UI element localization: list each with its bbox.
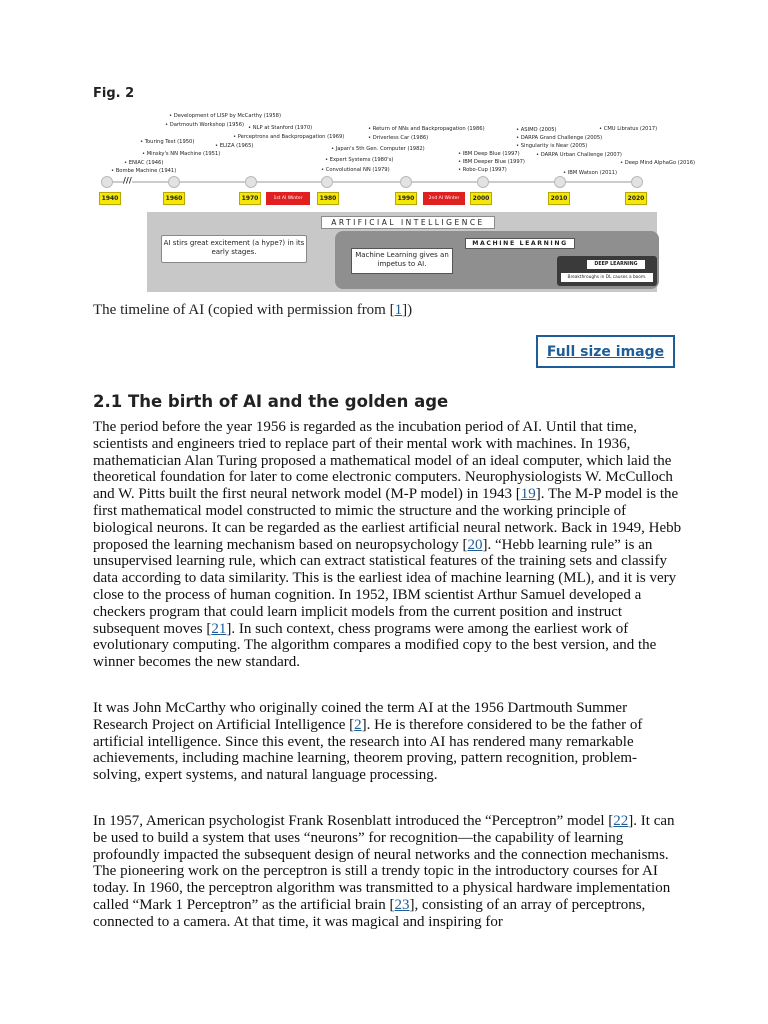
full-size-image-button[interactable]: Full size image bbox=[536, 335, 675, 368]
section-heading: 2.1 The birth of AI and the golden age bbox=[93, 392, 449, 411]
ai-region-title: ARTIFICIAL INTELLIGENCE bbox=[321, 216, 495, 229]
citation-link[interactable]: 1 bbox=[394, 302, 403, 318]
timeline-event: • Bombe Machine (1941) bbox=[111, 168, 177, 174]
timeline-event: • CMU Libratus (2017) bbox=[599, 126, 658, 132]
paragraph-text: It was John McCarthy who originally coined the term AI at the 1956 Dartmouth Summer Research Project on Artificial Intelligence [ bbox=[93, 700, 628, 733]
timeline-node bbox=[168, 176, 180, 188]
citation-link[interactable]: 21 bbox=[211, 620, 227, 637]
timeline-event: • Deep Mind AlphaGo (2016) bbox=[620, 160, 696, 166]
paragraph-text: ]. It can be used to build a system that uses “neurons” for recognition—the capability of learning profoundly impacted the subsequent design of neural networks and the connection mechanisms. The pioneering work on the perceptron is still a trendy topic in the introductory courses for AI today. In 1960, the perceptron algorithm was transmitted to a physical hardware implementation called “Mark 1 Perceptron” as the artificial brain [ bbox=[93, 813, 675, 913]
ml-region-note: Machine Learning gives an impetus to AI. bbox=[351, 248, 453, 274]
year-box: 1980 bbox=[317, 192, 339, 205]
paragraph bbox=[93, 813, 683, 931]
timeline-event: • Robo-Cup (1997) bbox=[458, 167, 507, 173]
paragraph bbox=[93, 419, 683, 671]
timeline-event: • ENIAC (1946) bbox=[124, 160, 164, 166]
citation-link[interactable]: 19 bbox=[520, 486, 536, 503]
timeline-event: • DARPA Grand Challenge (2005) bbox=[516, 135, 603, 141]
paragraph-text: ]. He is therefore considered to be the father of artificial intelligence. Since this event, the research into AI has rendered many remarkable achievements, including machine learning, theorem proving, pattern recognition, problem-solving, expert systems, and natural language processing. bbox=[93, 716, 643, 784]
year-box: 2010 bbox=[548, 192, 570, 205]
ai-winter-box: 2nd AI Winter bbox=[423, 192, 465, 205]
ai-region-note: AI stirs great excitement (a hype?) in its early stages. bbox=[161, 235, 307, 263]
timeline-event: • Japan's 5th Gen. Computer (1982) bbox=[331, 146, 425, 152]
paragraph-text: ]. The M-P model is the first mathematical model constructed to mimic the structure and the working principle of biological neurons. It can be regarded as the earliest artificial neural network. Back in 1949, Hebb proposed the learning mechanism based on neuropsychology [ bbox=[93, 486, 682, 553]
timeline-node bbox=[631, 176, 643, 188]
year-box: 1940 bbox=[99, 192, 121, 205]
timeline-node bbox=[400, 176, 412, 188]
citation-link[interactable]: 22 bbox=[613, 813, 629, 829]
timeline-event: • ASIMO (2005) bbox=[516, 127, 557, 133]
citation-link[interactable]: 2 bbox=[354, 716, 362, 733]
timeline-event: • Singularity is Near (2005) bbox=[516, 143, 588, 149]
timeline-event: • Convolutional NN (1979) bbox=[321, 167, 390, 173]
paragraph-text: ]. “Hebb learning rule” is an unsupervised learning rule, which can extract statistical features of the training sets and classify data according to data similarity. This is the earliest idea of machine learning (ML), and it is very close to the process of human cognition. In 1952, IBM scientist Arthur Samuel developed a checkers program that could learn implicit models from the current position and instruct subsequent moves [ bbox=[93, 536, 677, 637]
timeline-event: • Driverless Car (1986) bbox=[368, 135, 429, 141]
paragraph-text: The period before the year 1956 is regarded as the incubation period of AI. Until that time, scientists and engineers tried to replace part of their mental work with machines. In 1936, mathematician Alan Turing proposed a mathematical model of an ideal computer, which laid the theoretical foundation for later to come electronic computers. Neurophysiologists W. McCulloch and W. Pitts built the first neural network model (M-P model) in 1943 [ bbox=[93, 419, 673, 503]
timeline-event: • DARPA Urban Challenge (2007) bbox=[536, 152, 622, 158]
timeline-node bbox=[101, 176, 113, 188]
timeline-event: • IBM Deeper Blue (1997) bbox=[458, 159, 525, 165]
figure-caption bbox=[93, 302, 675, 319]
timeline-event: • NLP at Stanford (1970) bbox=[248, 125, 313, 131]
citation-link[interactable]: 20 bbox=[467, 536, 483, 553]
timeline-event: • IBM Deep Blue (1997) bbox=[458, 151, 520, 157]
timeline-event: • Expert Systems (1980's) bbox=[325, 157, 394, 163]
timeline-node bbox=[554, 176, 566, 188]
year-box: 2000 bbox=[470, 192, 492, 205]
figure-label: Fig. 2 bbox=[93, 86, 135, 101]
ml-region-title: MACHINE LEARNING bbox=[465, 238, 575, 249]
ai-timeline-figure[interactable] bbox=[93, 108, 696, 293]
paragraph-text: ]. In such context, chess programs were among the earliest work of evolutionary computing. The algorithm compares a modified copy to the best version, and the winner becomes the new standard. bbox=[93, 620, 657, 671]
timeline-event: • IBM Watson (2011) bbox=[563, 170, 617, 176]
timeline-node bbox=[477, 176, 489, 188]
dl-region-title: DEEP LEARNING bbox=[587, 260, 645, 269]
caption-text: The timeline of AI (copied with permission from [ bbox=[93, 302, 395, 318]
paragraph-text: ], consisting of an array of perceptrons, connected to a camera. At that time, it was magical and inspiring for bbox=[93, 896, 646, 930]
timeline-event: • Touring Test (1950) bbox=[140, 139, 195, 145]
dl-region-note: Breakthroughs in DL causes a boom. bbox=[561, 273, 653, 282]
timeline-event: • Dartmouth Workshop (1956) bbox=[165, 122, 245, 128]
year-box: 2020 bbox=[625, 192, 647, 205]
timeline-event: • Development of LISP by McCarthy (1958) bbox=[169, 113, 281, 119]
timeline-event: • ELIZA (1965) bbox=[215, 143, 254, 149]
timeline-event: • Return of NNs and Backpropagation (1986) bbox=[368, 126, 485, 132]
paragraph bbox=[93, 700, 683, 784]
timeline-break-marker: /// bbox=[123, 176, 132, 185]
paragraph-text: In 1957, American psychologist Frank Rosenblatt introduced the “Perceptron” model [ bbox=[93, 813, 614, 829]
timeline-node bbox=[245, 176, 257, 188]
ai-winter-box: 1st AI Winter bbox=[266, 192, 310, 205]
timeline-event: • Perceptrons and Backpropagation (1969) bbox=[233, 134, 345, 140]
year-box: 1970 bbox=[239, 192, 261, 205]
timeline-event: • Minsky's NN Machine (1951) bbox=[142, 151, 221, 157]
timeline-node bbox=[321, 176, 333, 188]
year-box: 1990 bbox=[395, 192, 417, 205]
year-box: 1960 bbox=[163, 192, 185, 205]
caption-text: ]) bbox=[402, 302, 413, 318]
citation-link[interactable]: 23 bbox=[394, 896, 410, 913]
